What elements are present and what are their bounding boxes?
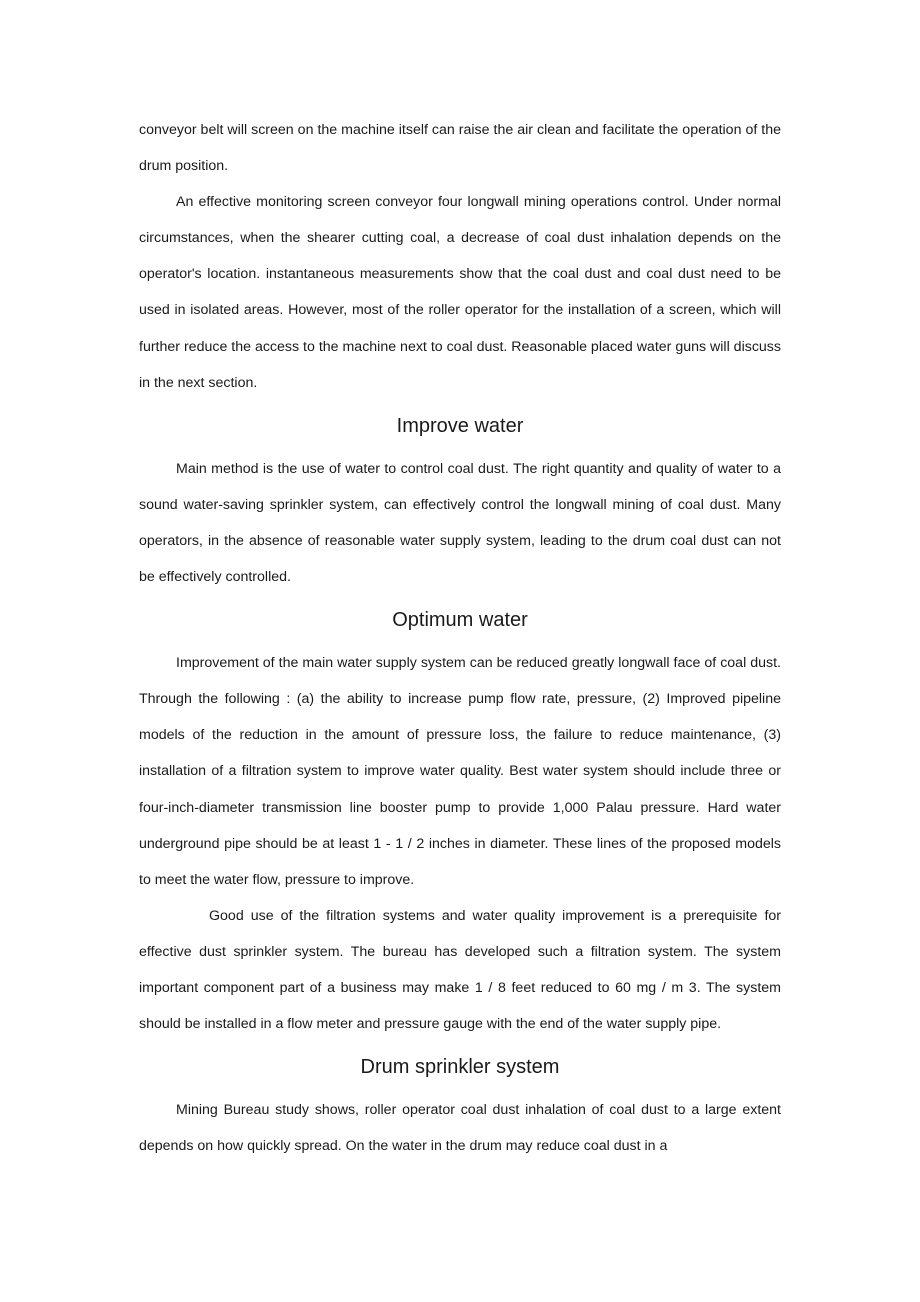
- paragraph-conveyor-continuation: conveyor belt will screen on the machine itself can raise the air clean and facilitate the operation of the drum position.: [139, 122, 781, 175]
- paragraph-optimum-water-1: Improvement of the main water supply system can be reduced greatly longwall face of coal dust. Through the following : (a) the ability to increase pump flow rate, pressure, (2) Improved pipeline models of the reduction in the amount of pressure loss, the failure to reduce maintenance, (3) installation of a filtration system to improve water quality. Best water system should include three or four-inch-diameter transmission line booster pump to provide 1,000 Palau pressure. Hard water underground pipe should be at least 1 - 1 / 2 inches in diameter. These lines of the proposed models to meet the water flow, pressure to improve.: [139, 655, 781, 888]
- paragraph-improve-water: Main method is the use of water to control coal dust. The right quantity and quality of water to a sound water-saving sprinkler system, can effectively control the longwall mining of coal dust. Many operators, in the absence of reasonable water supply system, leading to the drum coal dust can not be effectively controlled.: [139, 460, 781, 586]
- paragraph-drum-sprinkler: Mining Bureau study shows, roller operator coal dust inhalation of coal dust to a large extent depends on how quickly spread. On the water in the drum may reduce coal dust in a: [139, 1102, 781, 1155]
- heading-optimum-water: Optimum water: [392, 609, 528, 632]
- document-page: [139, 112, 781, 1164]
- heading-drum-sprinkler: Drum sprinkler system: [360, 1056, 560, 1079]
- paragraph-monitoring-screen: An effective monitoring screen conveyor four longwall mining operations control. Under normal circumstances, when the shearer cutting coal, a decrease of coal dust inhalation depends on the operator's location. instantaneous measurements show that the coal dust and coal dust need to be used in isolated areas. However, most of the roller operator for the installation of a screen, which will further reduce the access to the machine next to coal dust. Reasonable placed water guns will discuss in the next section.: [139, 194, 781, 391]
- paragraph-optimum-water-2: Good use of the filtration systems and water quality improvement is a prerequisite for effective dust sprinkler system. The bureau has developed such a filtration system. The system important component part of a business may make 1 / 8 feet reduced to 60 mg / m 3. The system should be installed in a flow meter and pressure gauge with the end of the water supply pipe.: [139, 907, 781, 1033]
- heading-improve-water: Improve water: [396, 414, 524, 437]
